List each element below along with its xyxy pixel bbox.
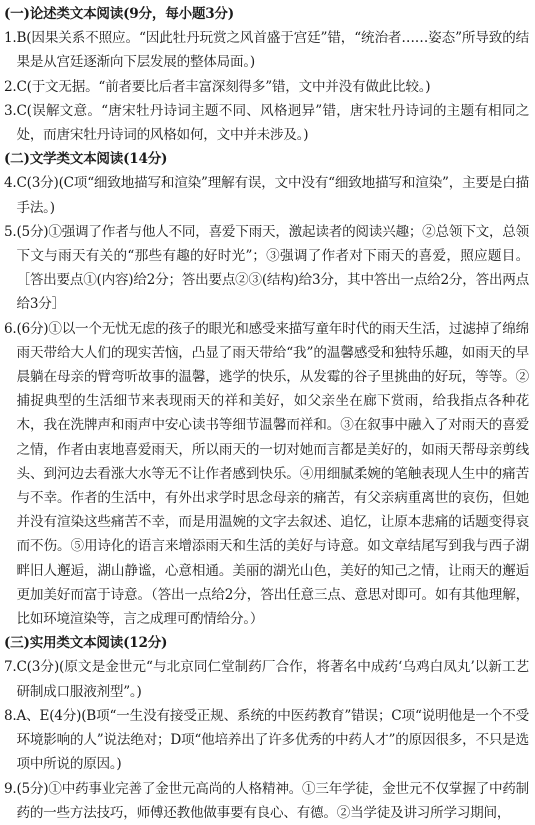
item-text: C(误解文意。“唐宋牡丹诗词主题不同、风格迥异”错，唐宋牡丹诗词的主题有相同之处，而唐宋牡丹诗词的风格如何，文中并未涉及。) bbox=[16, 102, 529, 144]
answer-item-7 bbox=[4, 655, 529, 703]
section-heading: (二)文学类文本阅读(14分) bbox=[4, 151, 168, 168]
answer-item-8 bbox=[4, 704, 529, 777]
item-number: 6. bbox=[4, 320, 17, 337]
item-number: 7. bbox=[4, 659, 17, 676]
answer-item-6 bbox=[4, 317, 529, 632]
answer-item-1 bbox=[4, 26, 529, 74]
section-heading: (三)实用类文本阅读(12分) bbox=[4, 635, 168, 652]
section-2 bbox=[4, 147, 529, 631]
answer-item-3 bbox=[4, 99, 529, 147]
section-3 bbox=[4, 631, 529, 825]
item-text: A、E(4分)(B项“一生没有接受正规、系统的中医药教育”错误；C项“说明他是一个不受环境影响的人”说法绝对；D项“他培养出了许多优秀的中药人才”的原因很多，不只是选项中所说的原因。) bbox=[16, 707, 529, 773]
item-number: 2. bbox=[4, 78, 17, 95]
item-text: C(于文无据。“前者要比后者丰富深刻得多”错，文中并没有做此比较。) bbox=[16, 78, 431, 95]
item-number: 8. bbox=[4, 707, 17, 724]
section-heading: (一)论述类文本阅读(9分，每小题3分) bbox=[4, 6, 234, 22]
answer-item-5 bbox=[4, 220, 529, 317]
item-text: (5分)①强调了作者与他人不同，喜爱下雨天，激起读者的阅读兴趣；②总领下文，总领下文与雨天有关的“那些有趣的好时光”；③强调了作者对下雨天的喜爱，照应题目。［答出要点①(内容)给2分；答出要点②③(结构)给3分，其中答出一点给2分，答出两点给3分］ bbox=[16, 223, 529, 313]
answer-item-2 bbox=[4, 75, 529, 99]
answer-item-4 bbox=[4, 171, 529, 219]
section-1 bbox=[4, 2, 529, 147]
item-number: 1. bbox=[4, 30, 17, 47]
item-text: (6分)①以一个无忧无虑的孩子的眼光和感受来描写童年时代的雨天生活，过滤掉了绵绵雨天带给大人们的现实苦恼，凸显了雨天带给“我”的温馨感受和独特乐趣，如雨天的早晨躺在母亲的臂弯听故事的温馨，逃学的快乐，从发霉的谷子里挑曲的好玩，等等。②捕捉典型的生活细节来表现雨天的祥和美好，如父亲坐在廊下赏雨，给我指点各种花木，我在洗牌声和雨声中安心读书等细节温馨而祥和。③在叙事中融入了对雨天的喜爱之情，作者由衷地喜爱雨天，所以雨天的一切对她而言都是美好的，如雨天帮母亲剪线头、到河边去看涨大水等无不让作者感到快乐。④用细腻柔婉的笔触表现人生中的痛苦与不幸。作者的生活中，有外出求学时思念母亲的痛苦，有父亲病重离世的哀伤，但她并没有渲染这些痛苦不幸，而是用温婉的文字去叙述、追忆，让原本悲痛的话题变得哀而不伤。⑤用诗化的语言来增添雨天和生活的美好与诗意。如文章结尾写到我与西子湖畔旧人邂逅，湖山静谧，心意相通。美丽的湖光山色，美好的知己之情，让雨天的邂逅更加美好而富于诗意。（答出一点给2分，答出任意三点、意思对即可。如有其他理解，比如环境渲染等，言之成理可酌情给分。） bbox=[16, 320, 529, 628]
item-number: 3. bbox=[4, 102, 17, 119]
item-text: (5分)①中药事业完善了金世元高尚的人格精神。①三年学徒，金世元不仅掌握了中药制药的一些方法技巧，师傅还教他做事要有良心、有德。②当学徒及讲习所学习期间， bbox=[16, 780, 529, 821]
item-text: B(因果关系不照应。“因此牡丹玩赏之风首盛于宫廷”错，“统治者……姿态”所导致的结果是从宫廷逐渐向下层发展的整体局面。) bbox=[16, 30, 529, 71]
answer-item-9 bbox=[4, 777, 529, 825]
item-number: 9. bbox=[4, 780, 17, 797]
item-text: C(3分)(原文是金世元“与北京同仁堂制药厂合作，将著名中成药‘乌鸡白凤丸’以新工艺研制成口服液剂型”。) bbox=[16, 659, 529, 700]
item-text: C(3分)(C项“细致地描写和渲染”理解有误，文中没有“细致地描写和渲染”，主要是白描手法。) bbox=[16, 175, 529, 216]
item-number: 5. bbox=[4, 223, 17, 240]
item-number: 4. bbox=[4, 175, 17, 192]
